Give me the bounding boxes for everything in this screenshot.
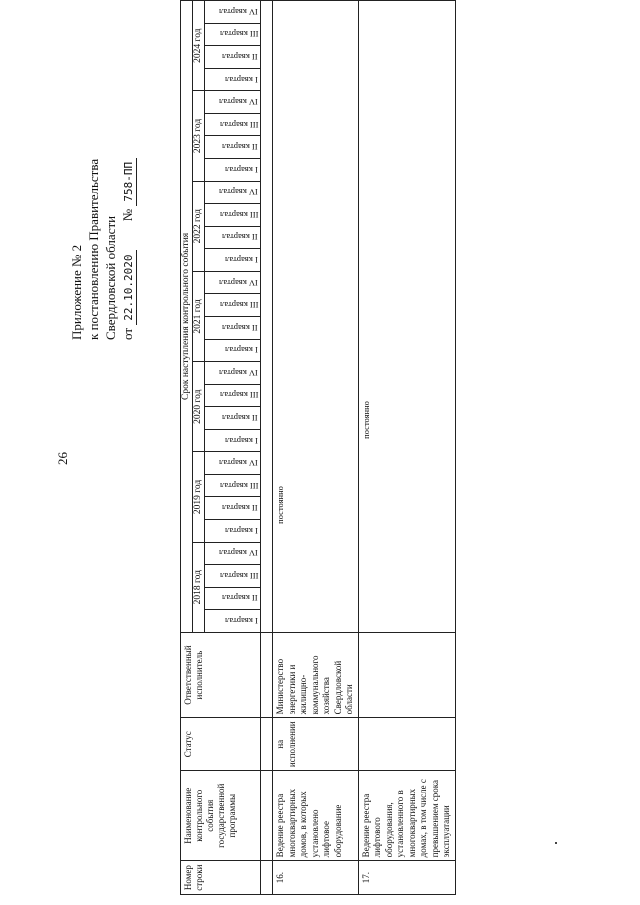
quarter-header: III квартал xyxy=(205,565,261,588)
row-deadline xyxy=(358,1,455,633)
header-deadline: Срок наступления контрольного события xyxy=(181,1,193,633)
quarter-header: IV квартал xyxy=(205,362,261,385)
page-number: 26 xyxy=(55,452,70,465)
row-status: на исполнении xyxy=(273,718,359,771)
appendix-decree: к постановлению Правительства xyxy=(86,158,101,340)
header-status: Статус xyxy=(181,718,261,771)
quarter-header: III квартал xyxy=(205,294,261,317)
year-2024: 2024 год xyxy=(193,1,205,91)
row-number: 16. xyxy=(273,861,359,895)
quarter-header: I квартал xyxy=(205,249,261,272)
numbering-row xyxy=(261,1,273,895)
row-event-name: Ведение реестра лифтового оборудования, установленного в многоквартирных домах, в том числе с превышением срока эксплуатации xyxy=(358,771,455,861)
quarter-header: IV квартал xyxy=(205,271,261,294)
decree-number: 758-ПП xyxy=(122,158,137,206)
appendix-region: Свердловской области xyxy=(103,215,118,340)
year-2019: 2019 год xyxy=(193,452,205,542)
quarter-header: III квартал xyxy=(205,474,261,497)
blank-cell xyxy=(261,861,273,895)
quarter-header: I квартал xyxy=(205,610,261,633)
blank-cell xyxy=(261,1,273,633)
year-2018: 2018 год xyxy=(193,542,205,632)
quarter-header: II квартал xyxy=(205,407,261,430)
decree-date: 22.10.2020 xyxy=(122,251,137,325)
row-deadline-text: постоянно xyxy=(360,401,371,439)
quarter-header: IV квартал xyxy=(205,542,261,565)
appendix-date-line xyxy=(119,158,137,340)
row-number: 17. xyxy=(358,861,455,895)
quarter-header: IV квартал xyxy=(205,1,261,24)
row-responsible xyxy=(358,632,455,718)
quarter-header: I квартал xyxy=(205,68,261,91)
quarter-header: I квартал xyxy=(205,339,261,362)
quarter-header: IV квартал xyxy=(205,452,261,475)
header-row-number: Номер строки xyxy=(181,861,261,895)
row-deadline xyxy=(273,1,359,633)
quarter-header: II квартал xyxy=(205,46,261,69)
quarter-header: III квартал xyxy=(205,384,261,407)
row-event-name: Ведение реестра многоквартирных домов, в которых установлено лифтовое оборудование xyxy=(273,771,359,861)
from-label: от xyxy=(120,327,135,340)
quarter-header: II квартал xyxy=(205,226,261,249)
control-events-table xyxy=(180,0,456,895)
year-2020: 2020 год xyxy=(193,362,205,452)
header-responsible: Ответственный исполнитель xyxy=(181,632,261,718)
quarter-header: II квартал xyxy=(205,497,261,520)
row-responsible: Министерство энергетики и жилищно-коммунального хозяйства Свердловской области xyxy=(273,632,359,718)
quarter-header: III квартал xyxy=(205,113,261,136)
header-row-1 xyxy=(181,1,193,895)
header-event-name: Наименование контрольного события государственной программы xyxy=(181,771,261,861)
quarter-header: II квартал xyxy=(205,136,261,159)
quarter-header: IV квартал xyxy=(205,181,261,204)
quarter-header: II квартал xyxy=(205,316,261,339)
quarter-header: III квартал xyxy=(205,204,261,227)
blank-cell xyxy=(261,771,273,861)
quarter-header: I квартал xyxy=(205,520,261,543)
year-2022: 2022 год xyxy=(193,181,205,271)
row-status xyxy=(358,718,455,771)
quarter-header: I квартал xyxy=(205,159,261,182)
blank-cell xyxy=(261,632,273,718)
quarter-header: I квартал xyxy=(205,429,261,452)
year-2023: 2023 год xyxy=(193,91,205,181)
appendix-title: Приложение № 2 xyxy=(69,244,84,340)
row-deadline-text: постоянно xyxy=(275,486,285,524)
quarter-header: II квартал xyxy=(205,587,261,610)
year-2021: 2021 год xyxy=(193,271,205,361)
blank-cell xyxy=(261,718,273,771)
table-row xyxy=(358,1,455,895)
table-row xyxy=(273,1,359,895)
appendix-header xyxy=(68,158,137,340)
quarter-header: III квартал xyxy=(205,23,261,46)
quarter-header: IV квартал xyxy=(205,91,261,114)
number-label: № xyxy=(120,208,135,222)
